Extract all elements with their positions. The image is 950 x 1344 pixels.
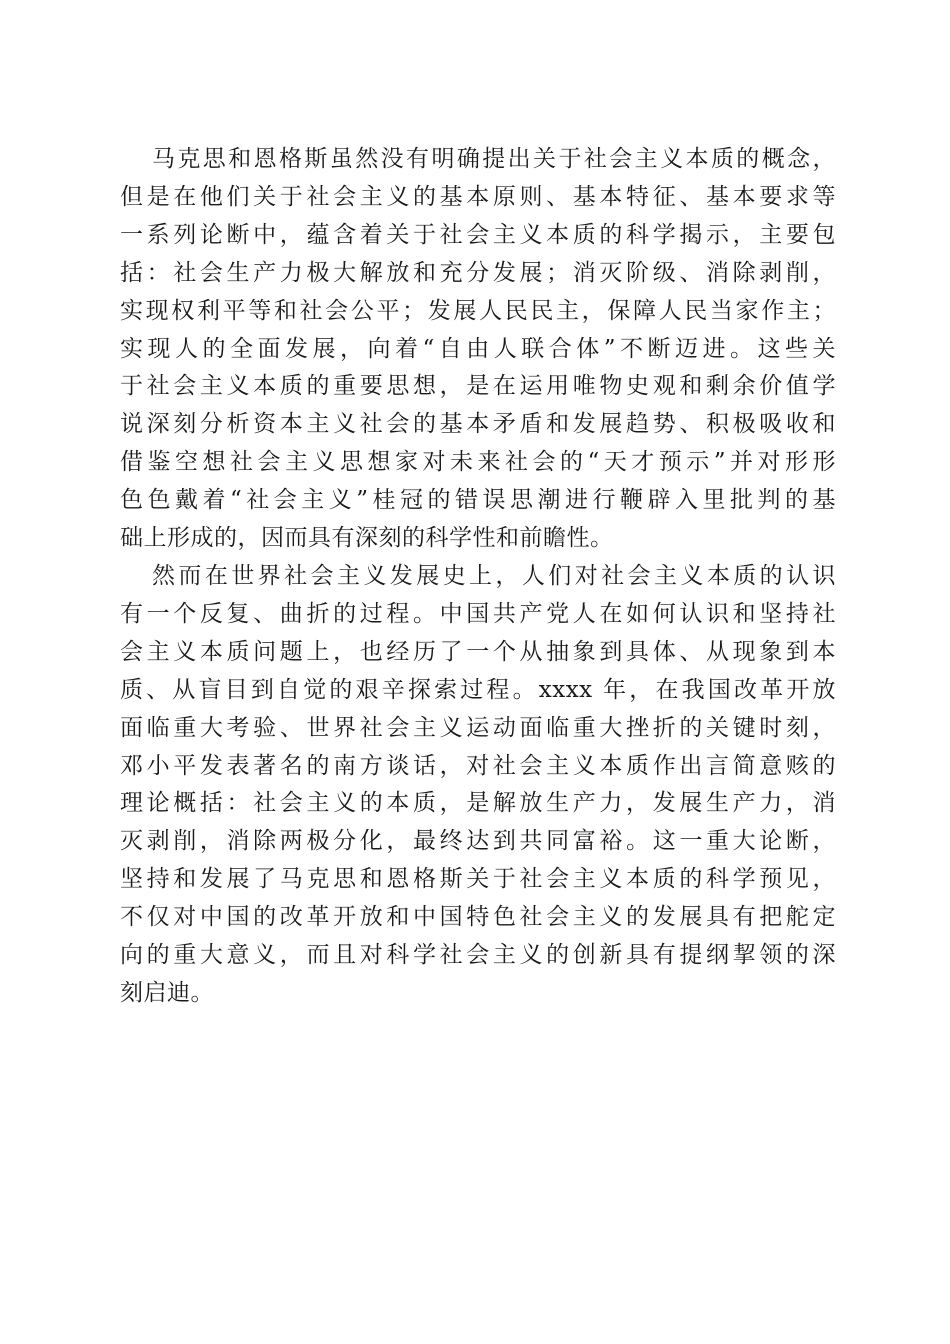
paragraph-line: 向的重大意义，而且对科学社会主义的创新具有提纲挈领的深: [120, 942, 836, 969]
document-body: [120, 141, 836, 1013]
paragraph-line: 理论概括：社会主义的本质，是解放生产力，发展生产力，消: [120, 790, 836, 817]
paragraph-line: 但是在他们关于社会主义的基本原则、基本特征、基本要求等: [120, 183, 836, 210]
paragraph-line: 括：社会生产力极大解放和充分发展；消灭阶级、消除剥削，: [120, 259, 836, 286]
paragraph-line: 会主义本质问题上，也经历了一个从抽象到具体、从现象到本: [120, 638, 836, 665]
paragraph-line: 刻启迪。: [120, 979, 214, 1006]
paragraph-line: 说深刻分析资本主义社会的基本矛盾和发展趋势、积极吸收和: [120, 411, 836, 438]
paragraph-line: 础上形成的，因而具有深刻的科学性和前瞻性。: [120, 525, 614, 552]
paragraph-line: 不仅对中国的改革开放和中国特色社会主义的发展具有把舵定: [120, 904, 836, 931]
paragraph-line: 灭剥削，消除两极分化，最终达到共同富裕。这一重大论断，: [120, 828, 836, 855]
paragraph-line: 坚持和发展了马克思和恩格斯关于社会主义本质的科学预见，: [120, 866, 836, 893]
paragraph-line: 实现权利平等和社会公平；发展人民民主，保障人民当家作主；: [120, 297, 836, 324]
paragraph-line: 然而在世界社会主义发展史上，人们对社会主义本质的认识: [152, 562, 836, 589]
paragraph-line: 一系列论断中，蕴含着关于社会主义本质的科学揭示，主要包: [120, 221, 836, 248]
paragraph-2: [120, 558, 836, 1013]
paragraph-line: 邓小平发表著名的南方谈话，对社会主义本质作出言简意赅的: [120, 752, 836, 779]
paragraph-line: 面临重大考验、世界社会主义运动面临重大挫折的关键时刻，: [120, 714, 836, 741]
paragraph-1: [120, 141, 836, 558]
paragraph-line: 于社会主义本质的重要思想，是在运用唯物史观和剩余价值学: [120, 373, 836, 400]
paragraph-line: 色色戴着“社会主义”桂冠的错误思潮进行鞭辟入里批判的基: [120, 487, 836, 514]
paragraph-line: 有一个反复、曲折的过程。中国共产党人在如何认识和坚持社: [120, 600, 836, 627]
paragraph-line: 质、从盲目到自觉的艰辛探索过程。xxxx 年，在我国改革开放: [120, 676, 836, 703]
paragraph-line: 马克思和恩格斯虽然没有明确提出关于社会主义本质的概念，: [152, 146, 836, 172]
paragraph-line: 实现人的全面发展，向着“自由人联合体”不断迈进。这些关: [120, 335, 836, 362]
paragraph-line: 借鉴空想社会主义思想家对未来社会的“天才预示”并对形形: [120, 449, 836, 476]
